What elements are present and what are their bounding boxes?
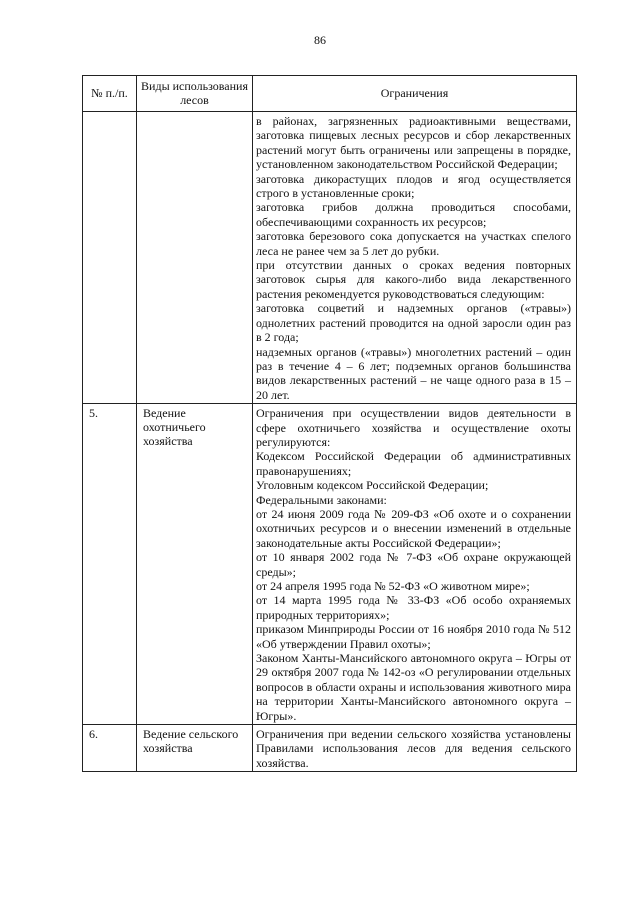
restriction-paragraph: Кодексом Российской Федерации об административных правонарушениях; [256,449,571,478]
restriction-paragraph: Законом Ханты-Мансийского автономного округа – Югры от 29 октября 2007 года № 142-оз «О регулировании отдельных вопросов в области охраны и использования животного мира на территории Ханты-Мансийского автономного округа – Югры». [256,651,571,723]
table-row [83,725,577,772]
restriction-paragraph: заготовка грибов должна проводиться способами, обеспечивающими сохранность их ресурсов; [256,200,571,229]
header-use-type: Виды использования лесов [137,76,253,112]
restriction-paragraph: Уголовным кодексом Российской Федерации; [256,478,489,493]
table-header-row [83,76,577,112]
restriction-paragraph: от 10 января 2002 года № 7-ФЗ «Об охране окружающей среды»; [256,550,571,579]
restriction-paragraph: в районах, загрязненных радиоактивными веществами, заготовка пищевых лесных ресурсов и сбор лекарственных растений могут быть ограничены или запрещены в порядке, установленном законодательством Российской Федерации; [256,114,571,172]
row-restrictions [253,404,577,725]
restriction-paragraph: Ограничения при ведении сельского хозяйства установлены Правилами использования лесов для ведения сельского хозяйства. [256,727,571,770]
row-use-type: Ведение охотничьего хозяйства [137,404,253,725]
restrictions-table [82,75,577,772]
row-number: 6. [83,725,137,772]
restriction-paragraph: приказом Минприроды России от 16 ноября 2010 года № 512 «Об утверждении Правил охоты»; [256,622,571,651]
restriction-paragraph: от 14 марта 1995 года № 33-ФЗ «Об особо охраняемых природных территориях»; [256,593,571,622]
restriction-paragraph: надземных органов («травы») многолетних растений – один раз в течение 4 – 6 лет; подземных органов большинства видов лекарственных растений – не чаще одного раза в 15 – 20 лет. [256,344,571,402]
row-restrictions [253,112,577,404]
row-restrictions [253,725,577,772]
row-use-type [137,112,253,404]
restriction-paragraph: от 24 апреля 1995 года № 52-ФЗ «О животном мире»; [256,579,530,593]
restriction-paragraph: заготовка березового сока допускается на участках спелого леса не ранее чем за 5 лет до рубки. [256,229,571,258]
row-number: 5. [83,404,137,725]
restriction-paragraph: от 24 июня 2009 года № 209-ФЗ «Об охоте и о сохранении охотничьих ресурсов и о внесении изменений в отдельные законодательные акты Российской Федерации»; [256,506,571,550]
restriction-paragraph: заготовка соцветий и надземных органов («травы») однолетних растений проводится на одной заросли один раз в 2 года; [256,301,571,345]
restriction-paragraph: Ограничения при осуществлении видов деятельности в сфере охотничьего хозяйства и осуществление охоты регулируются: [256,406,571,449]
header-restrictions: Ограничения [253,76,577,112]
page-number: 86 [314,33,326,47]
row-number [83,112,137,404]
restriction-paragraph: при отсутствии данных о сроках ведения повторных заготовок сырья для какого-либо вида лекарственного растения рекомендуется руководствоваться следующим: [256,258,571,301]
header-number: № п./п. [83,76,137,112]
table-row [83,404,577,725]
row-use-type: Ведение сельского хозяйства [137,725,253,772]
table-row [83,112,577,404]
restriction-paragraph: Федеральными законами: [256,492,387,507]
restriction-paragraph: заготовка дикорастущих плодов и ягод осуществляется строго в установленные сроки; [256,171,571,201]
